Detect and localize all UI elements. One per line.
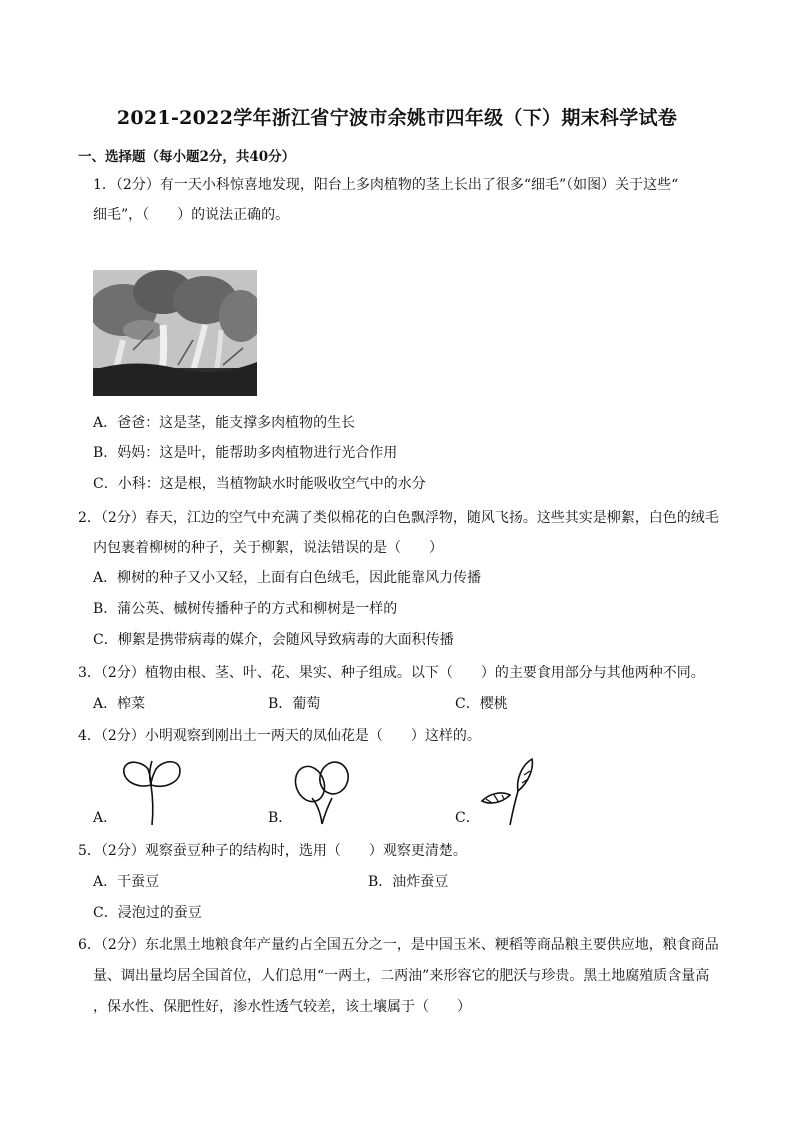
q2-option-a: A．柳树的种子又小又轻，上面有白色绒毛，因此能靠风力传播 <box>93 570 482 586</box>
q5-stem: 5．（2分）观察蚕豆种子的结构时，选用（ ）观察更清楚。 <box>78 843 467 859</box>
exam-title: 2021-2022学年浙江省宁波市余姚市四年级（下）期末科学试卷 <box>116 107 678 129</box>
q2-stem-line1: 2．（2分）春天，江边的空气中充满了类似棉花的白色飘浮物，随风飞扬。这些其实是柳絮，白色的绒毛 <box>78 510 719 526</box>
q1-stem-line2: 细毛”，（ ）的说法正确的。 <box>93 207 290 223</box>
q3-option-b: B．葡萄 <box>268 696 321 712</box>
q1-option-c: C．小科：这是根，当植物缺水时能吸收空气中的水分 <box>93 476 426 492</box>
q4-option-a: A． <box>93 810 118 826</box>
sprout-a-icon <box>118 755 188 827</box>
q1-option-b: B．妈妈：这是叶，能帮助多肉植物进行光合作用 <box>93 445 398 461</box>
q6-stem-line3: ，保水性、保肥性好，渗水性透气较差，该土壤属于（ ） <box>93 999 471 1015</box>
q6-stem-line2: 量、调出量均居全国首位，人们总用“一两土，二两油”来形容它的肥沃与珍贵。黑土地腐殖质含量高 <box>93 968 710 984</box>
q4-stem: 4．（2分）小明观察到刚出土一两天的凤仙花是（ ）这样的。 <box>78 728 481 744</box>
q3-option-a: A．榨菜 <box>93 696 146 712</box>
q5-option-a: A．干蚕豆 <box>93 874 160 890</box>
q1-stem-line1: 1．（2分）有一天小科惊喜地发现，阳台上多肉植物的茎上长出了很多“细毛”（如图）关于这些“ <box>93 177 679 193</box>
q2-option-b: B．蒲公英、槭树传播种子的方式和柳树是一样的 <box>93 601 398 617</box>
q2-option-c: C．柳絮是携带病毒的媒介，会随风导致病毒的大面积传播 <box>93 632 454 648</box>
q5-option-b: B．油炸蚕豆 <box>368 874 449 890</box>
q5-option-c: C．浸泡过的蚕豆 <box>93 905 202 921</box>
q1-option-a: A．爸爸：这是茎，能支撑多肉植物的生长 <box>93 415 356 431</box>
sprout-c-icon <box>480 755 536 827</box>
q3-stem: 3．（2分）植物由根、茎、叶、花、果实、种子组成。以下（ ）的主要食用部分与其他两种不同。 <box>78 665 705 681</box>
q4-option-b: B． <box>268 810 293 826</box>
q4-option-c: C． <box>455 810 480 826</box>
succulent-illustration <box>93 270 257 396</box>
q2-stem-line2: 内包裹着柳树的种子，关于柳絮，说法错误的是（ ） <box>93 540 443 556</box>
q6-stem-line1: 6．（2分）东北黑土地粮食年产量约占全国五分之一，是中国玉米、粳稻等商品粮主要供应地，粮食商品 <box>78 937 719 953</box>
succulent-aerial-roots-photo <box>93 270 257 396</box>
q3-option-c: C．樱桃 <box>455 696 508 712</box>
section-heading: 一、选择题（每小题2分，共40分） <box>78 149 296 165</box>
sprout-b-icon <box>292 758 356 826</box>
